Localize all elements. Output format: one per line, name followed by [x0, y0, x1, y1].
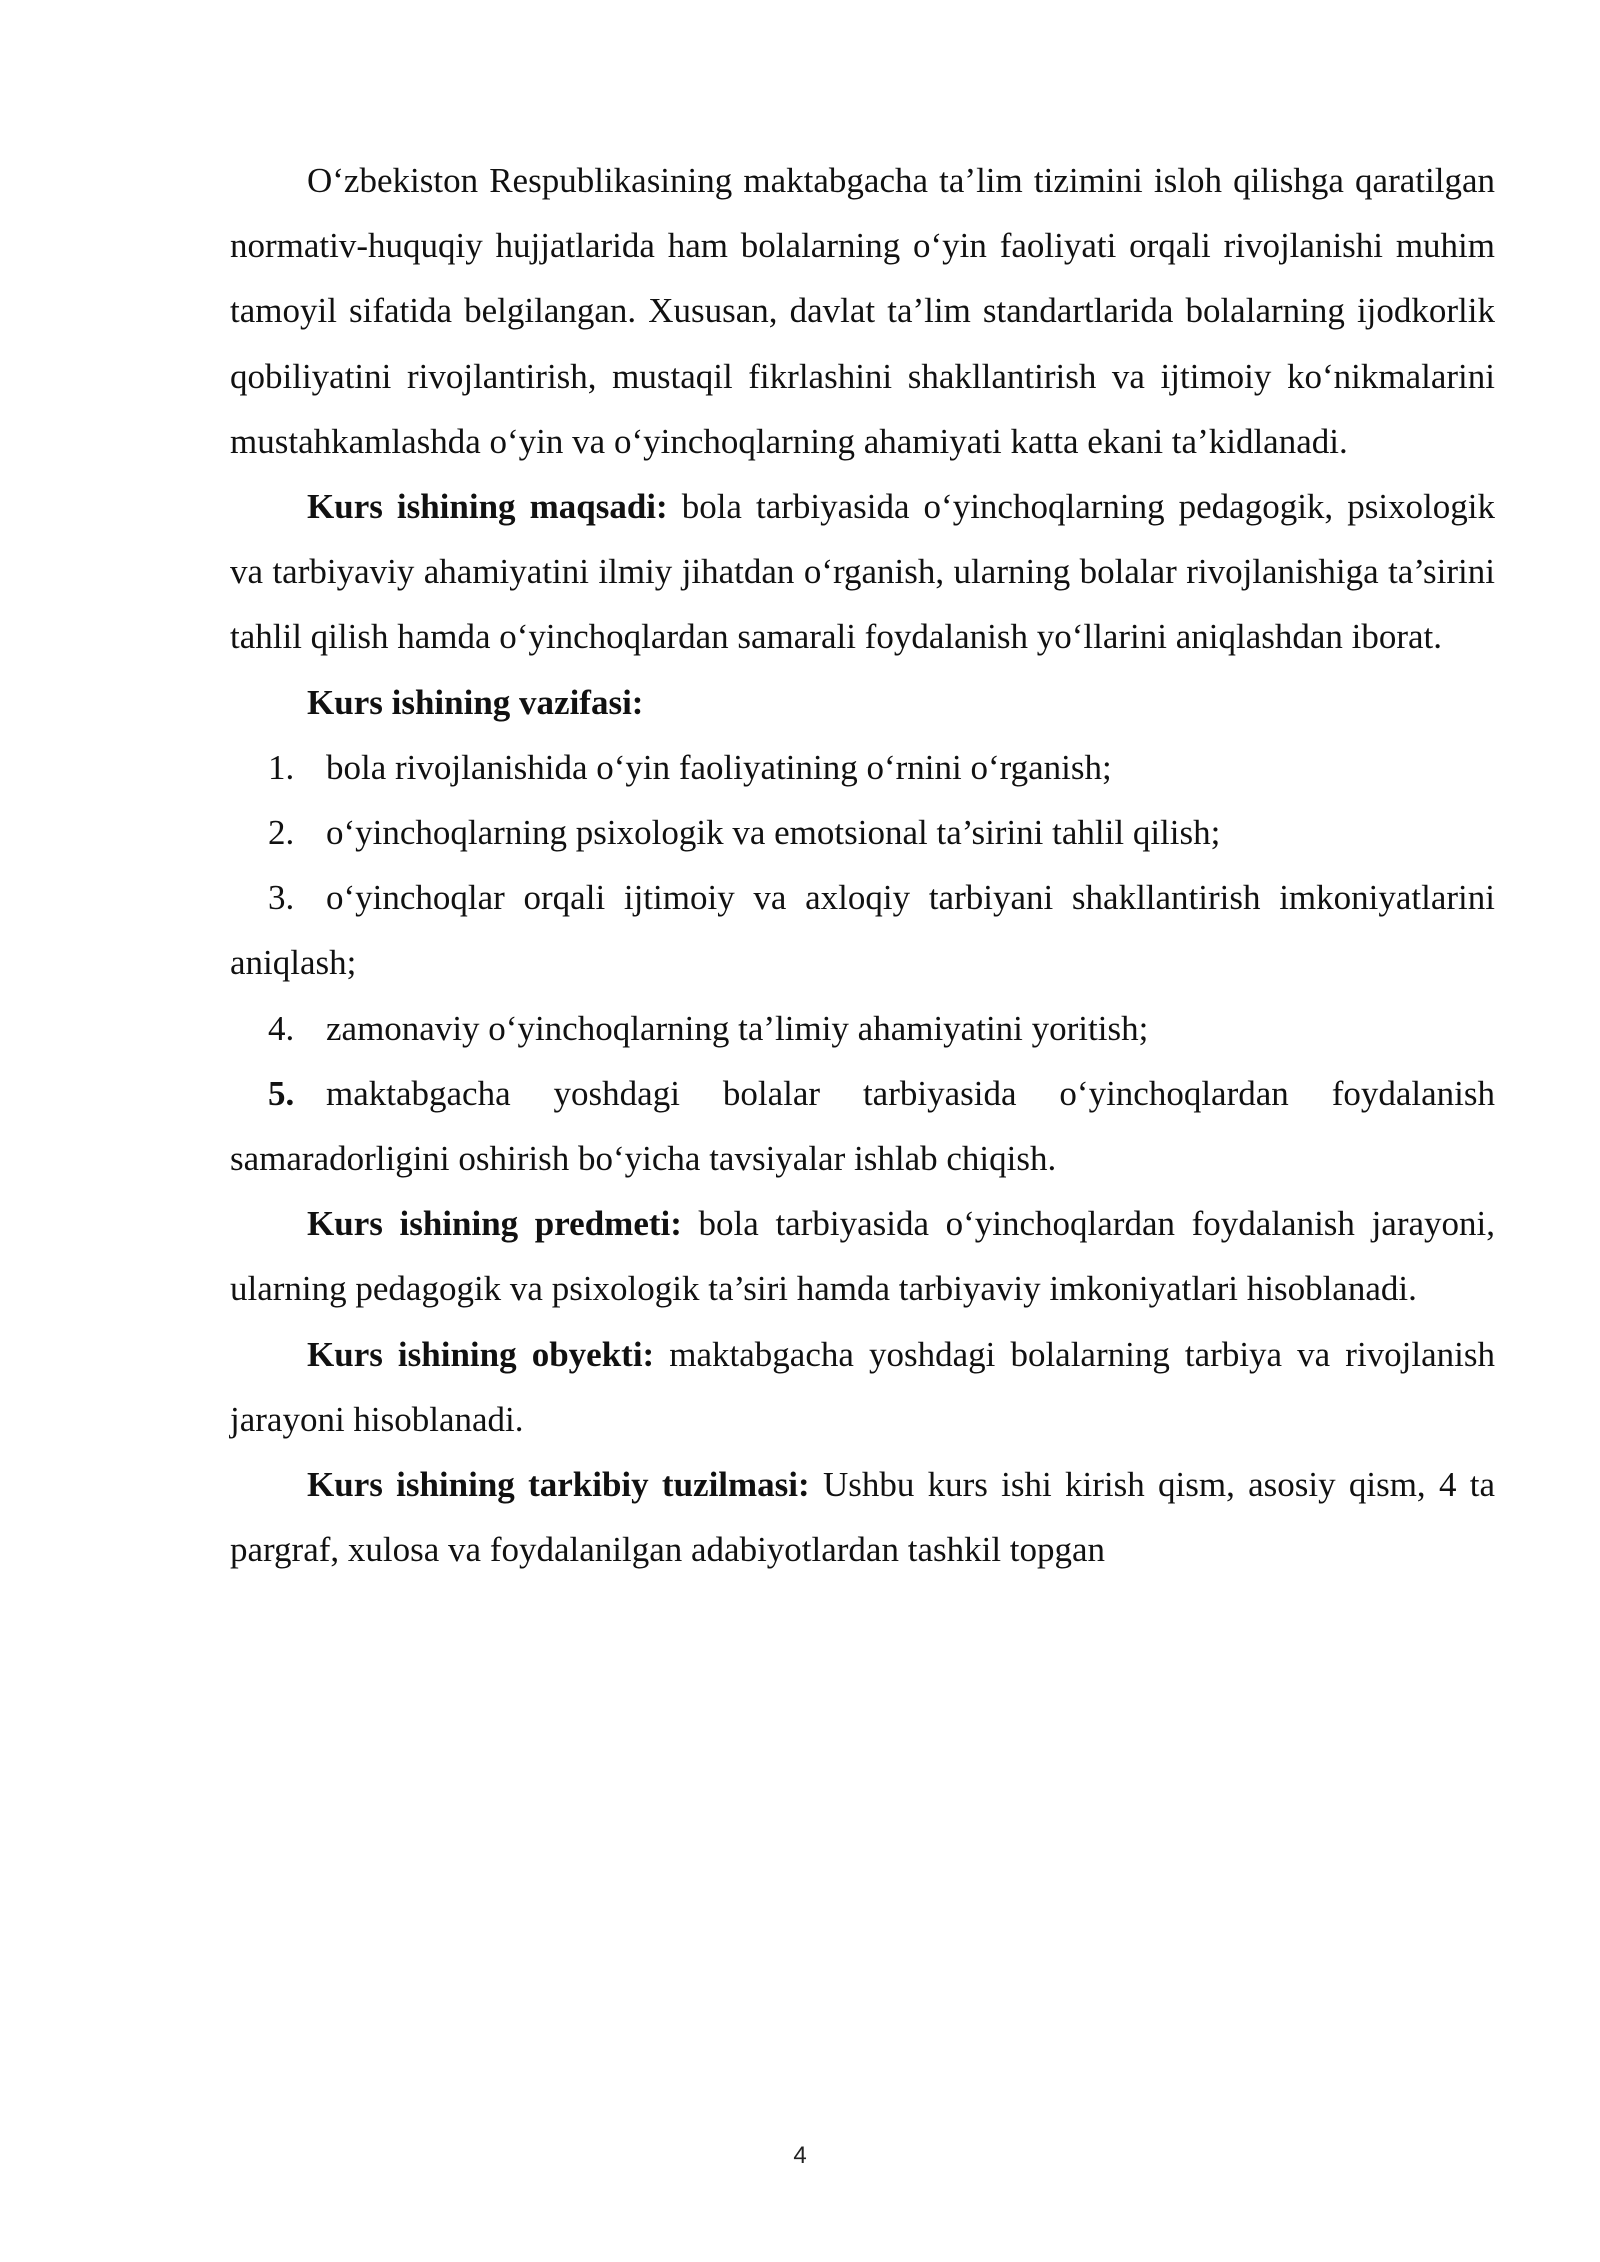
list-item-number: 5. — [268, 1073, 295, 1113]
list-item-number: 4. — [268, 1008, 295, 1048]
object-label: Kurs ishining obyekti: — [307, 1334, 655, 1374]
list-item-text: bola rivojlanishida o‘yin faoliyatining o‘rnini o‘rganish; — [326, 747, 1112, 787]
subject-paragraph — [230, 1191, 1495, 1321]
list-item-text: maktabgacha yoshdagi bolalar tarbiyasida o‘yinchoqlardan foydalanish samaradorligini oshirish bo‘yicha tavsiyalar ishlab chiqish. — [230, 1073, 1495, 1179]
object-paragraph — [230, 1322, 1495, 1452]
list-item — [230, 865, 1495, 995]
subject-label: Kurs ishining predmeti: — [307, 1204, 682, 1244]
list-item-text: zamonaviy o‘yinchoqlarning ta’limiy ahamiyatini yoritish; — [326, 1008, 1149, 1048]
list-item — [230, 735, 1495, 800]
tasks-label: Kurs ishining vazifasi: — [307, 682, 644, 722]
document-page — [230, 148, 1495, 1582]
goal-paragraph — [230, 474, 1495, 670]
intro-text: O‘zbekiston Respublikasining maktabgacha ta’lim tizimini isloh qilishga qaratilgan normativ-huquqiy hujjatlarida ham bolalarning o‘yin faoliyati orqali rivojlanishi muhim tamoyil sifatida belgilangan. Xususan, davlat ta’lim standartlarida bolalarning ijodkorlik qobiliyatini rivojlantirish, mustaqil fikrlashini shakllantirish va ijtimoiy ko‘nikmalarini mustahkamlashda o‘yin va o‘yinchoqlarning ahamiyati katta ekani ta’kidlanadi. — [230, 161, 1495, 461]
subject-text: bola tarbiyasida o‘yinchoqlardan foydalanish jarayoni, ularning pedagogik va psixologik ta’siri hamda tarbiyaviy imkoniyatlari hisoblanadi. — [230, 1204, 1495, 1309]
structure-text: Ushbu kurs ishi kirish qism, asosiy qism, 4 ta pargraf, xulosa va foydalanilgan adabiyotlardan tashkil topgan — [230, 1465, 1495, 1570]
list-item — [230, 1061, 1495, 1191]
list-item-text: o‘yinchoqlar orqali ijtimoiy va axloqiy tarbiyani shakllantirish imkoniyatlarini aniqlash; — [230, 878, 1495, 983]
intro-paragraph — [230, 148, 1495, 474]
page-number: 4 — [793, 2142, 807, 2169]
structure-paragraph — [230, 1452, 1495, 1582]
tasks-heading — [230, 670, 1495, 735]
list-item-number: 1. — [268, 747, 295, 787]
list-item-number: 2. — [268, 813, 295, 853]
tasks-list — [230, 735, 1495, 1191]
list-item — [230, 996, 1495, 1061]
structure-label: Kurs ishining tarkibiy tuzilmasi: — [307, 1465, 810, 1505]
list-item — [230, 800, 1495, 865]
list-item-number: 3. — [268, 878, 295, 918]
list-item-text: o‘yinchoqlarning psixologik va emotsional ta’sirini tahlil qilish; — [326, 813, 1221, 853]
goal-text: bola tarbiyasida o‘yinchoqlarning pedagogik, psixologik va tarbiyaviy ahamiyatini ilmiy jihatdan o‘rganish, ularning bolalar rivojlanishiga ta’sirini tahlil qilish hamda o‘yinchoqlardan samarali foydalanish yo‘llarini aniqlashdan iborat. — [230, 487, 1495, 657]
goal-label: Kurs ishining maqsadi: — [307, 487, 668, 527]
object-text: maktabgacha yoshdagi bolalarning tarbiya va rivojlanish jarayoni hisoblanadi. — [230, 1334, 1495, 1439]
